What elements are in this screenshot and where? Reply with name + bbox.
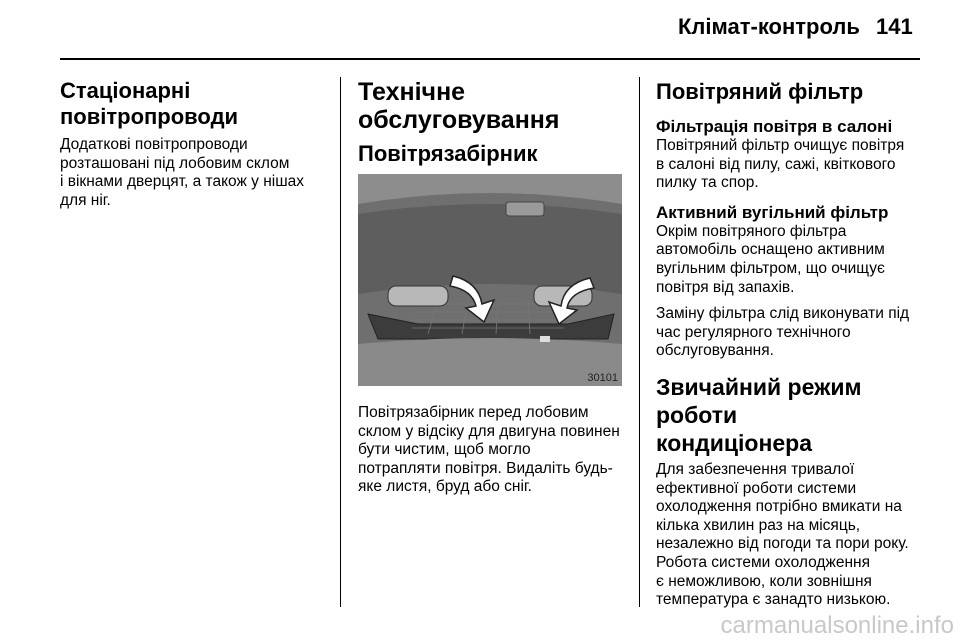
section-heading-ac-operation: Звичайний режим роботи кондиціонера — [656, 373, 862, 456]
air-intake-text: Повітрязабірник перед лобовим склом у відсіку для двигуна повинен бути чистим, щоб могло потрапляти повітря. Видаліть будь- яке листя, бруд або сніг. — [358, 404, 620, 496]
filter-replacement-text: Заміну фільтра слід виконувати під час регулярного технічного обслуговування. — [656, 305, 910, 360]
page-number: 141 — [876, 14, 913, 39]
page-header-title: Клімат-контроль — [678, 14, 860, 39]
column-divider-2 — [639, 77, 640, 607]
column-divider-1 — [340, 77, 341, 607]
header-rule — [60, 58, 920, 60]
column-2 — [358, 78, 630, 165]
section-heading-maintenance: Технічне обслуговування — [358, 78, 560, 134]
column-3 — [656, 78, 946, 610]
subheading-cabin-filtration: Фільтрація повітря в салоні — [656, 117, 893, 136]
air-intake-illustration — [358, 174, 622, 386]
watermark: carmanualsonline.info — [720, 612, 954, 639]
ac-operation-text: Для забезпечення тривалої ефективної роботи системи охолодження потрібно вмикати на кілька хвилин раз на місяць, незалежно від погоди та пори року. Робота системи охолодження є неможливою, коли зовнішня температура є занадто низькою. — [656, 460, 909, 609]
section-heading-air-filter: Повітряний фільтр — [656, 79, 864, 104]
air-intake-drawing — [358, 174, 622, 386]
subheading-activated-carbon-filter: Активний вугільний фільтр — [656, 202, 889, 222]
column-1 — [60, 78, 330, 210]
air-vents-text: Додаткові повітропроводи розташовані під лобовим склом і вікнами дверцят, а також у нішах для ніг. — [60, 136, 305, 209]
subheading-air-intake: Повітрязабірник — [358, 141, 538, 166]
carbon-filter-text: Окрім повітряного фільтра автомобіль оснащено активним вугільним фільтром, що очищує повітря від запахів. — [656, 222, 885, 296]
figure-number: 30101 — [587, 372, 618, 384]
cabin-filtration-text: Повітряний фільтр очищує повітря в салоні від пилу, сажі, квіткового пилку та спор. — [656, 137, 905, 192]
section-heading-air-vents: Стаціонарні повітропроводи — [60, 78, 239, 129]
